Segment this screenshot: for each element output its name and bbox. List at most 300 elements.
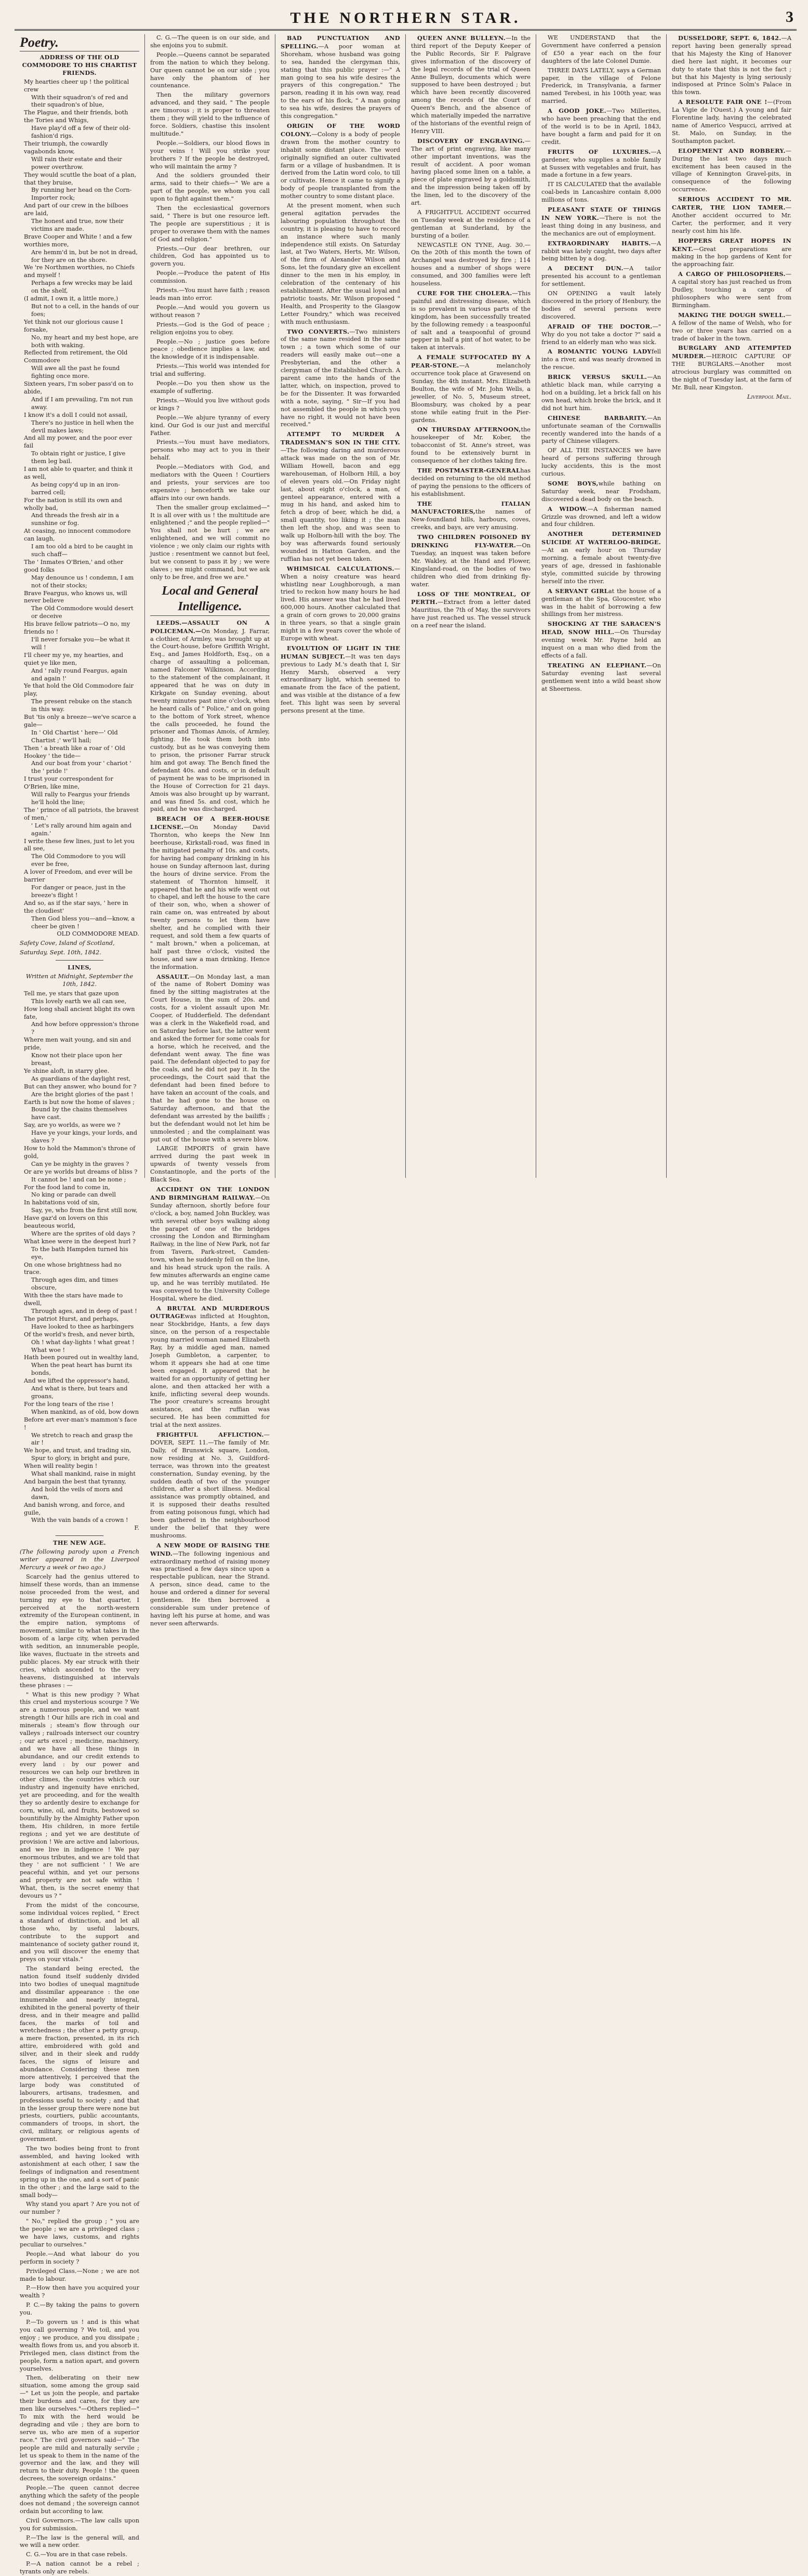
news-text: —An unfortunate seaman of the Cornwallis recently wandered into the hands of a party of Chinese villagers. <box>541 414 661 445</box>
paragraph: Scarcely had the genius uttered to himself these words, than an immense noise proceeded from the west, and turning my eye to that quarter, I perceived at the north-western extremity of the European continent, in the empire nation, symptoms of movement, similar to what takes in the bosom of a large city, when pervaded with sedition, an innumerable people, like waves, fluctuate in the streets and public places. My ear struck with their cries, which ascended to the very heavens, distinguished at intervals these phrases : — <box>20 1573 139 1689</box>
poem-line: They would scuttle the boat of a plan, that they bruise, <box>24 171 137 186</box>
poem-line: Through ages, and in deep of past ! <box>31 1308 137 1315</box>
paragraph: Priests.—Our dear brethren, our children, God has appointed us to govern you. <box>150 245 270 268</box>
poem-line: Hath been poured out in wealthy land, <box>24 1354 139 1361</box>
news-text: —A rabbit was lately caught, two days after being bitten by a dog. <box>541 240 661 262</box>
poem-line: (I admit, I own it, a little more,) <box>24 295 118 303</box>
paragraph: People.—Mediators with God, and mediators with the Queen ! Courtiers and priests, your services are too expensive ; henceforth we take our affairs into our own hands. <box>150 464 270 502</box>
poem-line: For the nation is still its own and wholly bad, <box>24 496 122 511</box>
news-text: —A report having been generally spread that his Majesty the King of Hanover died here last night, it becomes our duty to state that this is not the fact ; but that his Majesty is lying seriously indisposed at Prince Solm's Palace in this town. <box>672 35 791 96</box>
news-headline: FRUITS OF LUXURIES. <box>548 148 651 155</box>
paragraph: And the soldiers grounded their arms, said to their chiefs—" We are a part of the people, we whom you call upon to fight against them." <box>150 172 270 203</box>
poem-line: When will reality begin ! <box>24 1463 98 1470</box>
news-headline: A SERVANT GIRL <box>548 587 608 595</box>
paragraph: People.—No ; justice goes before peace ; obedience implies a law, and the knowledge of it is indispensable. <box>150 338 270 361</box>
news-headline: A RESOLUTE FAIR ONE ! <box>678 98 767 106</box>
poem-line: And if I am prevailing, I'm not run away. <box>31 396 133 411</box>
paragraph: " No," replied the group ; " you are the people ; we are a privileged class ; we have laws, customs, and rights peculiar to ourselves." <box>20 2218 139 2248</box>
paragraph: C. G.—The queen is on our side, and she enjoins you to submit. <box>150 34 270 49</box>
poem-line: Yet think not our glorious cause I forsake, <box>24 318 123 333</box>
news-list <box>281 34 400 715</box>
news-item <box>411 533 531 588</box>
poem-line: By running her head on the Corn-Importer rock; <box>31 187 132 202</box>
poem-line: No king or parade can dwell <box>31 1191 116 1199</box>
poem-line: But can they answer, who bound for ? <box>24 1083 137 1090</box>
news-text: At the present moment, when such general agitation pervades the labouring population throughout the country, it is pleasing to have to record an instance where such manly independence still exists. On Saturday last, at Two Waters, Herts, Mr. Wilson, of the firm of Alexander Wilson and Sons, let the foundary give an excellent dinner to the men in his employ, in celebration of the centenary of his establishment. After the usual loyal and patriotic toasts, Mr. Wilson proposed " Health, and Prosperity to the Glasgow Letter Foundry," which was received with much enthusiasm. <box>281 202 400 325</box>
poem-title: ADDRESS OF THE OLD COMMODORE TO HIS CHARTIST FRIENDS. <box>22 54 137 76</box>
news-item <box>411 426 531 465</box>
news-text: —An athletic black man, while carrying a hod on a building, let a brick fall on his own head, which broke the brick, and it did not hurt him. <box>541 374 661 412</box>
news-text: —Two Millerites, who have been preaching that the end of the world is to be in April, 1843, have bought a farm and paid for it on credit. <box>541 108 661 146</box>
poem-line: Ye shine aloft, in starry glee. <box>24 1067 110 1074</box>
poem-line: Have ye your kings, your lords, and slaves ? <box>31 1129 138 1145</box>
poem-line: May denounce us ! condemn, I am not of their stocks; <box>31 574 134 589</box>
news-text: —There is not the least thing doing in any business, and the mechanics are out of employment. <box>541 214 661 237</box>
poem-line: We stretch to reach and grasp the air ! <box>31 1431 133 1447</box>
news-text: —In the third report of the Deputy Keeper of the Public Records, Sir F. Palgrave gives information of the discovery of the legal records of the trial of Queen Anne Bulleyn, documents which were supposed to have been destroyed ; but which have been recently discovered among the records of the Court of Queen's Bench, and the absence of which materially impeded the narrative of the historians of the eventful reign of Henry VIII. <box>411 35 531 135</box>
paragraph: People.—Queens cannot be separated from the nation to which they belong. Our queen cannot be on our side ; you have only the phantom of her countenance. <box>150 51 270 89</box>
news-item <box>541 323 661 347</box>
news-text: —HEROIC CAPTURE OF THE BURGLARS.—Another most atrocious burglary was committed on the night of Tuesday last, at the farm of Mr. Bull, near Kingston. <box>672 353 791 391</box>
poem-line: This lovely earth we all can see, <box>31 997 127 1005</box>
news-headline: TWO CHILDREN POISONED BY DRINKING FLY-WATER. <box>411 533 531 549</box>
paragraph: Priests.—This world was intended for trial and suffering. <box>150 363 270 378</box>
news-text: —A poor woman at Shoreham, whose husband was going to sea, handed the clergyman this, stating that this public prayer :—" A man going to sea his wife desires the prayers of this congregation." The parson, reading it in his own way, read to the ears of his flock, " A man going to sea his wife, desires the prayers of this congregation." <box>281 43 400 120</box>
news-headline: ACCIDENT ON THE LONDON AND BIRMINGHAM RAILWAY. <box>150 1185 270 1201</box>
news-text: at the house of a gentleman at the Spa, Gloucester, who was in the habit of borrowing a few shillings from her mistress. <box>541 587 661 618</box>
news-headline: THE POSTMASTER-GENERAL <box>417 466 521 474</box>
poem-line: In habitations void of sin, <box>24 1199 100 1206</box>
divider <box>56 1535 103 1536</box>
poem-line: The present rebuke on the stanch in this way. <box>31 698 132 713</box>
poem-line: The ' Inmates O'Brien,' and other good folks <box>24 558 124 573</box>
news-item <box>411 209 531 240</box>
news-item <box>541 662 661 693</box>
news-item <box>541 414 661 446</box>
poem-line: Of the world's fresh, and never birth, <box>24 1331 135 1338</box>
news-text: —On Sunday afternoon, shortly before four o'clock, a boy, named John Buckley, was with several other boys walking along the parapet of one of the bridges crossing the London and Birmingham Railway, in the line of New Park, not far from Tavern, Park-street, Camden-town, when he suddenly fell on the line, and his head struck upon the rails. A few minutes afterwards an engine came up, and he was terribly mutilated. He was conveyed to the University College Hospital, where he died. <box>150 1194 270 1302</box>
poem-line: For danger or peace, just in the breeze's flight ! <box>31 884 126 899</box>
news-headline: MAKING THE DOUGH SWELL. <box>678 311 786 319</box>
paragraph: From the midst of the concourse, some individual voices replied, " Erect a standard of distinction, and let all those who, by useful labours, contribute to the support and maintenance of society gather round it, and you will discover the enemy that preys on your vitals." <box>20 1901 139 1963</box>
poem-line: When mankind, as of old, bow down <box>31 1408 139 1415</box>
poem-line: And hold the veils of morn and dawn, <box>31 1486 123 1501</box>
poem-line: And banish wrong, and force, and guile, <box>24 1501 125 1516</box>
poem-line: And part of our crew in the bilboes are laid, <box>24 202 128 217</box>
paragraph: Then the smaller group exclaimed—" It is all over with us ! the multitude are enlightened ;" and the people replied—" You shall not be hurt ; we are enlightened, and we will commit no violence ; we only claim our rights with justice : resentment we cannot but feel, but we consent to pass it by ; we were slaves ; we might command, but we ask only to be free, and free we are." <box>150 504 270 581</box>
news-headline: CHINESE BARBARITY. <box>548 414 647 422</box>
poem-line: And ' rally round Feargus, again and again !' <box>31 667 127 682</box>
news-text: —A fisherman named Grizzle was drowned, and left a widow and four children. <box>541 505 661 528</box>
news-headline: DUSSELDORF, SEPT. 6, 1842. <box>678 34 781 42</box>
poem-line: No, my heart and my best hope, are both with waking. <box>31 334 139 349</box>
news-text: —It was ten days previous to Lady M.'s death that I, Sir Henry Marsh, observed a very extraordinary light, which seemed to emanate from the face of the patient, and was visible at the distance of a few feet. This light was seen by several persons present at the time. <box>281 653 400 715</box>
poem-line: With the vain bands of a crown ! <box>31 1517 128 1524</box>
news-headline: A WIDOW. <box>548 505 588 512</box>
page-number: 3 <box>786 8 793 25</box>
news-item <box>411 590 531 630</box>
paragraph: " What is this new prodigy ? What this cruel and mysterious scourge ? We are a numerous people, and we want strength ! Our hills are rich in coal and minerals ; steam's flow through our valleys ; railroads intersect our country ; our arts excel ; medicine, machinery, and we have all these things in abundance, and our credit extends to every land : by our power and resources we can help our brethren in other climes, the countries which our industry and ingenuity have enriched, yet are proceeding, and for the wealth they so ardently desire to exchange for corn, wine, oil, and fruits, bestowed so bountifully by the Almighty Father upon them, His children, in more fertile regions ; and yet we are destitute of provision ! We are active and laborious, and we live in indigence ! We pay enormous tributes, and we are told that they ' are not sufficient ' ! We are peaceful within, and yet our persons and property are not safe within ! What, then, is the secret enemy that devours us ? " <box>20 1691 139 1900</box>
news-text: —On Monday David Thornton, who keeps the New Inn beerhouse, Kirkstall-road, was fined in the mitigated penalty of 10s. and costs, for having had company drinking in his house on Sunday afternoon last, during the hours of divine service. From the statement of Thornton himself, it appeared that he and his wife went out to chapel, and left the house to the care of their son, who, when a shower of rain came on, was entreated by about twenty persons to let them have shelter, and he complied with their request, and sold them a few quarts of " malt brown," when a policeman, at half past three o'clock, visited the house, and saw a man drinking. Hence the information. <box>150 824 270 970</box>
news-item <box>672 270 791 310</box>
news-headline: BURGLARY AND ATTEMPTED MURDER. <box>672 344 791 360</box>
column-4 <box>406 34 536 1178</box>
paragraph: Then, deliberating on their new situation, some among the group said—" Let us join the people, and partake their burdens and cares, for they are men like ourselves."—Others replied—" To mix with the herd would be degrading and vile ; they are born to serve us, who are men of a superior race." The civil governors said—" The people are mild and naturally servile ; let us speak to them in the name of the governor and the law, and they will return to their duty. People ! the queen decrees, the sovereign ordains." <box>20 2374 139 2482</box>
poem-line: Brave Cooper and White ! and a few worthies more, <box>24 233 133 248</box>
poem-line: His brave fellow patriots—O no, my friends no ! <box>24 621 130 636</box>
news-text: On Monday, J. Farrar, a clothier, of Armley, was brought up at the Court-house, before Griffith Wright, Esq., and James Holdforth, Esq., on a charge of assaulting a policeman, named Falconer Wilkinson. According to the statement of the complainant, it appeared that he was on duty in Kirkgate on Sunday evening, about twenty minutes past nine o'clock, when he heard calls of " Police," and on going to the bottom of York street, whence the calls proceeded, he found the prisoner and Thomas Amois, of Armley, fighting. He took them both into custody, but as he was conveying them to prison, the prisoner Farrar struck him and got away. The Bench fined the defendant 40s. and costs, or in default of payment he was to be imprisoned in the House of Correction for 21 days. Amois was also brought up by warrant, and was fined 5s. and cost, which he paid, and he was discharged. <box>150 627 270 813</box>
news-item <box>150 1431 270 1540</box>
poem-line: I trust your correspondent for O'Brien, like mine, <box>24 776 114 791</box>
news-text: —Another accident occurred to Mr. Carter, the performer, and it very nearly cost him his life. <box>672 204 791 234</box>
poem-line: There's no justice in hell when the devil makes laws; <box>31 419 134 434</box>
news-headline: EVOLUTION OF LIGHT IN THE HUMAN SUBJECT. <box>281 644 400 660</box>
poem-signature: OLD COMMODORE MEAD. <box>57 930 139 938</box>
paragraph: People.—And what labour do you perform in society ? <box>20 2250 139 2265</box>
news-text: —A tailor presented his account to a gentleman for settlement. <box>541 265 661 288</box>
poem-line: For the long tears of the rise ! <box>24 1400 114 1408</box>
poem-line: I'll cheer my ye, my hearties, and quiet ye like men, <box>24 651 124 666</box>
news-headline: HOPPERS GREAT HOPES IN KENT. <box>672 236 791 253</box>
news-headline: EXTRAORDINARY HABITS. <box>548 239 651 247</box>
news-item <box>150 973 270 1144</box>
news-text: has decided on returning to the old method of paying the pensions to the officers of his establishment. <box>411 467 531 497</box>
news-item <box>541 373 661 413</box>
poem-line: I'll never forsake you—be what it will ! <box>31 636 130 651</box>
paragraph: Priests.—You must have faith ; reason leads man into error. <box>150 287 270 301</box>
poem-line: I write these few lines, just to let you all see, <box>24 837 135 852</box>
poem-date: Saturday, Sept. 10th, 1842. <box>20 949 101 956</box>
news-item <box>541 447 661 478</box>
poem-line: And we lifted the oppressor's hand, <box>24 1377 130 1385</box>
article-body-continued <box>150 34 270 582</box>
paragraph: The two bodies being front to front assembled, and having looked with astonishment at each other, I saw the feelings of indignation and resentment spring up in the one, and a sort of panic in the other ; and the large said to the small body— <box>20 2145 139 2199</box>
news-headline: A FEMALE SUFFOCATED BY A PEAR-STONE. <box>411 353 531 370</box>
poem-line: And our boat from your ' chariot ' the ' pride !' <box>31 760 131 775</box>
news-headline: A ROMANTIC YOUNG LADY <box>548 348 652 356</box>
news-item <box>411 353 531 424</box>
poem-line: Spur to glory, in bright and pure, <box>31 1455 130 1462</box>
poem-line: Then ' a breath like a roar of ' Old Hookey ' the tide— <box>24 744 125 759</box>
news-item <box>672 195 791 235</box>
poem-line: Can ye be mighty in the graves ? <box>31 1160 129 1167</box>
news-text: —Colony is a body of people drawn from the mother country to inhabit some distant place. The word originally signified an outer cultivated farm or a village of husbandmen. It is derived from the Latin word colo, to till or cultivate. Hence it came to signify a body of people transplanted from the mother country to some distant place. <box>281 130 400 200</box>
poem-title: LINES, <box>68 964 91 971</box>
news-item <box>672 34 791 97</box>
news-text: was inflicted at Houghton, near Stockbridge, Hants, a few days since, on the person of a respectable young married woman named Elizabeth Ray, by a middle aged man, named Joseph Gumbleton, a carpenter, to whom it appears she had at one time been engaged. It appeared that he waited for an opportunity of getting her alone, and then attacked her with a knife, inflicting several deep wounds. The poor creature's screams brought assistance, and the ruffian was secured. He has been committed for trial at the next assizes. <box>150 1313 270 1429</box>
news-headline: ELOPEMENT AND ROBBERY. <box>678 147 786 154</box>
poem-line: To the bath Hampden turned his eye, <box>31 1245 128 1260</box>
paragraph: P.—The law is the general will, and we will a new order. <box>20 2534 139 2549</box>
news-text: —The following daring and murderous attack was made on the son of Mr. William Howell, bacon and egg warehouseman, of Holborn Hill, a boy of eleven years old.—On Friday night last, about eight o'clock, a man, of genteel appearance, entered with a mug in his hand, and asked him to fetch a drop of beer, which he did, a small quantity, too liking it ; the man then left the shop, and was seen to walk up Holborn-hill with the boy. The boy was afterwards found seriously wounded in Hatton Garden, and the ruffian has not yet been taken. <box>281 447 400 562</box>
news-text: —DOVER, SEPT. 11.—The family of Mr. Dally, of Brunswick square, London, now residing at No. 3, Guildford-terrace, was thrown into the greatest consternation, Sunday evening, by the sudden death of two of the younger children, after a short illness. Medical assistance was promptly obtained, and it is supposed their deaths resulted from eating poisonous fungi, which had been gathered in the neighbourhood under the belief that they were mushrooms. <box>150 1431 270 1539</box>
poem-line: On one whose brightness had no trace. <box>24 1261 122 1276</box>
news-text: THREE DAYS LATELY, says a German paper, in the village of Felone Frederick, in Transylvania, a farmer named Terebesi, in his 100th year, was married. <box>541 67 661 105</box>
paragraph: P.—To govern us ! and is this what you call governing ? We toil, and you enjoy ; we produce, and you dissipate ; wealth flows from us, and you absorb it. Privileged men, class distinct from the people, form a nation apart, and govern yourselves. <box>20 2319 139 2372</box>
news-headline: A DECENT DUN. <box>548 265 624 272</box>
poem-line: And how before oppression's throne ? <box>31 1021 139 1036</box>
paragraph: Priests.—God is the God of peace ; religion enjoins you to obey. <box>150 321 270 336</box>
news-text: —Great preparations are making in the hop gardens of Kent for the approaching fair. <box>672 245 791 268</box>
poem-line: Where men wait young, and sin and pride, <box>24 1036 131 1052</box>
news-headline: AFRAID OF THE DOCTOR. <box>548 322 653 330</box>
paragraph: Priests.—You must have mediators, persons who may act to you in their behalf. <box>150 439 270 462</box>
news-item <box>411 34 531 136</box>
poem-line: For the food land to come in, <box>24 1184 110 1191</box>
poem-line: Through ages dim, and times obscure, <box>31 1277 118 1292</box>
poem-line: Bound by the chains themselves have cast. <box>31 1106 127 1121</box>
poem-line: Earth is but now the home of slaves ; <box>24 1098 135 1106</box>
news-item <box>672 311 791 343</box>
news-item <box>541 34 661 65</box>
poem-line: We hope, and trust, and trading sin, <box>24 1447 131 1454</box>
paragraph: P.—How then have you acquired your wealth ? <box>20 2284 139 2299</box>
paragraph: Civil Governors.—The law calls upon you for submission. <box>20 2517 139 2532</box>
news-text: —The art of print engraving, like many other important inventions, was the result of accident. A poor woman having placed some linen on a table, a piece of plate engraved by a goldsmith, and the impression being taken off by the linen, led to the discovery of the art. <box>411 137 531 207</box>
news-headline: A CARGO OF PHILOSOPHERS. <box>678 270 786 278</box>
column-2 <box>145 34 275 1627</box>
news-item <box>411 467 531 498</box>
poem-line: As guardians of the daylight rest, <box>31 1075 131 1082</box>
news-item <box>411 290 531 352</box>
poem-line: The patriot Hurst, and perhaps, <box>24 1315 119 1322</box>
news-text: ON OPENING a vault lately discovered in the priory of Henbury, the bodies of several persons were discovered. <box>541 290 661 320</box>
news-item <box>150 1145 270 1184</box>
paragraph: The standard being erected, the nation found itself suddenly divided into two bodies of unequal magnitude and dissimilar appearance : the one innumerable and nearly integral, exhibited in the general poverty of their dress, and in their meagre and pallid faces, the marks of toil and wretchedness ; the other a petty group, a mere fraction, presented, in its rich attire, embroidered with gold and silver, and in their sleek and ruddy faces, the signs of leisure and abundance. Considering these men more attentively, I perceived that the large body was constituted of labourers, artisans, tradesmen, and professions useful to society ; and that in the lesser group there were none but priests, courtiers, public accountants, commanders of troops, in short, the civil, military, or religious agents of government. <box>20 1965 139 2143</box>
news-headline: TREATING AN ELEPHANT. <box>548 661 647 669</box>
news-headline: A GOOD JOKE. <box>548 107 606 115</box>
news-item <box>541 348 661 372</box>
poem-line: Say, are yo worlds, as were we ? <box>24 1122 121 1129</box>
poem-line: With thee the stars have made to dwell, <box>24 1292 123 1307</box>
news-headline: ASSAULT. <box>156 972 190 980</box>
poem-line: And bargain the best that tyranny, <box>24 1478 126 1485</box>
poem-line: The ' prince of all patriots, the bravest of men,' <box>24 806 139 821</box>
poem-line: Then God bless you—and—know, a cheer be given ! <box>31 915 135 930</box>
news-headline: BAD PUNCTUATION AND SPELLING. <box>281 34 400 50</box>
news-list <box>411 34 531 630</box>
poem-line: The Old Commodore to you will ever be free, <box>31 853 126 868</box>
poem-line: And what is there, but tears and groans, <box>31 1385 128 1400</box>
article-lede: (The following parody upon a French writer appeared in the Liverpool Mercury a week or two ago.) <box>20 1548 139 1571</box>
poem-line: To obtain right or justice, I give them leg bail. <box>31 450 126 465</box>
poem-line: Their triumph, the cowardly vagabonds know, <box>24 140 108 155</box>
news-item <box>281 122 400 201</box>
poem-line: Have gaz'd on lovers on this beauteous world, <box>24 1215 108 1230</box>
poem-place: Safety Cove, Island of Scotland, <box>20 940 115 947</box>
poem-line: Before art ever-man's mammon's face ! <box>24 1416 137 1431</box>
news-text: —On Monday last, a man of the name of Robert Dominy was fined by the sitting magistrates at the Court House, in the sum of 20s. and costs, for a violent assault upon Mr. Cooper, of Hudderfield. The defendant was a clerk in the Wakefield road, and on Saturday before last, the latter went and asked the former for some coals for a horse, which he received, and the defendant went away. The fine was paid. The defendant objected to pay for the coals, and he did not pay it. In the proceedings, the Court said that the defendant had been fined before to have taken an account of the coals, and that he had gone to the house on Saturday afternoon, and that the defendant was arrested by the bailiffs ; but the defendant would not let him be unmolested ; and the complainant was put out of the house with a severe blow. <box>150 973 270 1143</box>
news-item <box>672 98 791 145</box>
paragraph: Why stand you apart ? Are you not of our number ? <box>20 2201 139 2216</box>
poem-line: We 're Northmen worthies, no Chiefs and myself ! <box>24 264 135 279</box>
news-item <box>541 67 661 106</box>
poem-line: Are the bright glories of the past ! <box>31 1090 134 1098</box>
poem-body <box>24 78 139 931</box>
news-text: —At an early hour on Thursday morning, a female about twenty-five years of age, dressed in fashionable style, committed suicide by throwing herself into the river. <box>541 547 661 585</box>
article-body <box>20 1573 139 2576</box>
news-item <box>672 237 791 269</box>
news-item <box>541 107 661 147</box>
paragraph: P.—A nation cannot be a rebel ; tyrants only are rebels. <box>20 2560 139 2575</box>
poem-line: Will rain their estate and their power overthrow. <box>31 155 122 170</box>
news-item <box>411 137 531 207</box>
news-headline: TWO CONVERTS. <box>287 327 350 335</box>
news-headline: SERIOUS ACCIDENT TO MR. CARTER, THE LION TAMER. <box>672 195 791 212</box>
poem-line: Ye that hold the Old Commodore fair play, <box>24 682 134 698</box>
poem-subtitle: Written at Midnight, September the 10th, 1842. <box>25 973 134 988</box>
paragraph: P. C.—By taking the pains to govern you. <box>20 2302 139 2317</box>
poem-line: I know it's a doll I could not assail, <box>24 411 128 418</box>
news-item <box>411 500 531 532</box>
news-headline: ORIGIN OF THE WORD COLONY. <box>281 122 400 138</box>
poem-line: Sixteen years, I'm sober pass'd on to abide, <box>24 380 134 395</box>
poem-line: As being copy'd up in an iron-barred cell; <box>31 481 120 496</box>
newspaper-title: THE NORTHERN STAR. <box>290 9 521 27</box>
news-item <box>541 530 661 585</box>
poem-line: My hearties cheer up ! the political crew <box>24 78 129 93</box>
masthead <box>15 5 797 31</box>
news-headline: QUEEN ANNE BULLEYN. <box>417 34 506 42</box>
poem-line: In ' Old Chartist ' here—' Old Chartist ;' we'll hail; <box>31 729 118 744</box>
column-6 <box>667 34 797 1178</box>
news-headline: THE ITALIAN MANUFACTORIES, <box>411 500 531 516</box>
poem-line: And so, as if the star says, ' here in the cloudiest' <box>24 899 128 914</box>
news-text: IT IS CALCULATED that the available coal-beds in Lancashire contain 8,000 millions of tons. <box>541 181 661 204</box>
poem-line: Are hemm'd in, but be not in dread, for they are on the shore. <box>31 248 138 264</box>
poetry-section-heading: Poetry. <box>20 34 139 51</box>
news-text: —(From La Vigie de l'Ouest.) A young and fair Florentine lady, having the celebrated name of Americo Vespucci, arrived at St. Malo, on Sunday, in the Southampton packet. <box>672 99 791 144</box>
poem-line: A lover of Freedom, and ever will be barrier <box>24 869 133 884</box>
news-item <box>281 328 400 429</box>
news-item <box>672 147 791 194</box>
poem-line: Have looked to thee as harbingers <box>31 1323 134 1330</box>
poem-line: I am too old a bird to be caught in such chaff— <box>31 543 133 558</box>
news-text: —Two ministers of the same name resided in the same town ; a town which some of our readers will easily make out—one a Presbyterian, and the other a clergyman of the Established Church. A parent came into the hands of the latter, which, on inspection, proved to be for the Dissenter. It was forwarded with a note, saying, " Sir—If you had not assembled the people in which you have no right, it would not have been received." <box>281 328 400 428</box>
news-text: —A melancholy occurrence took place at Gravesend on Sunday, the 4th instant. Mrs. Elizabeth Boulton, the wife of Mr. John Wells, a jeweller, of No. 5, Museum street, Bloomsbury, was choked by a pear stone while eating fruit in the Pier-gardens. <box>411 362 531 424</box>
news-text: —When a noisy creature was heard whistling near Loughborough, a man tried to reckon how many hours he had lived. His answer was that he had lived 600,000 hours. Another calculated that a grain of corn grows to 20,000 grains in three years, so that a single grain might in a few years cover the whole of Europe with wheat. <box>281 565 400 642</box>
news-item <box>541 587 661 619</box>
columns <box>15 34 797 2575</box>
news-item <box>281 34 400 121</box>
news-item <box>281 430 400 563</box>
source-credit: Liverpool Mail. <box>747 393 791 400</box>
poem-line: How long shall ancient blight its own fate, <box>24 1005 135 1020</box>
news-headline: WHIMSICAL CALCULATIONS. <box>287 564 394 572</box>
news-headline: LOSS OF THE MONTREAL, OF PERTH. <box>411 590 531 606</box>
divider <box>56 960 103 961</box>
news-text: LARGE IMPORTS of grain have arrived during the past week in upwards of twenty vessels from Constantinople, and the ports of the Black Sea. <box>150 1145 270 1184</box>
poem-line: But 'tis only a breeze—we've scarce a gale— <box>24 714 136 728</box>
paragraph: People.—Do you then show us the example of suffering. <box>150 380 270 395</box>
poem-line: Say, ye, who from the first still now, <box>31 1207 138 1214</box>
paragraph: People.—And would you govern us without reason ? <box>150 304 270 319</box>
news-text: the names of New-foundland hills, harbours, coves, creeks, and bays, are very amusing. <box>411 508 531 531</box>
poem-line: And all my power, and the poor ever fail <box>24 435 133 450</box>
news-item <box>150 1305 270 1430</box>
news-item <box>541 620 661 660</box>
news-text: the housekeeper of Mr. Kober, the tobacconist of St. Anne's street, was found to be extensively burnt in consequence of her clothes taking fire. <box>411 426 531 465</box>
news-list <box>672 34 791 392</box>
paragraph: Then the military governors advanced, and they said, " The people are timorous ; it is proper to threaten them ; they will yield to the influence of force. Soldiers, chastise this insolent multitude." <box>150 91 270 137</box>
poem-body <box>24 990 139 1525</box>
news-text: A FRIGHTFUL ACCIDENT occurred on Tuesday week at the residence of a gentleman at Sunderland, by the bursting of a boiler. <box>411 208 531 239</box>
news-headline: ON THURSDAY AFTERNOON, <box>417 426 521 433</box>
news-headline: SHOCKING AT THE SARACEN'S HEAD, SNOW HILL. <box>541 620 661 636</box>
poem-line: Will rally to Feargus your friends he'll hold the line; <box>31 791 130 806</box>
news-text: WE UNDERSTAND that the Government have conferred a pension of £50 a year each on the four daughters of the late Colonel Dumie. <box>541 34 661 64</box>
news-item <box>411 242 531 288</box>
poem-line: With their squadron's of red and their squadron's of blue, <box>31 94 128 109</box>
news-list <box>541 34 661 693</box>
poem-line: I am not able to quarter, and think it as well, <box>24 466 133 480</box>
news-item <box>150 1542 270 1628</box>
news-item <box>541 480 661 504</box>
news-headline: CURE FOR THE CHOLERA. <box>417 290 512 297</box>
news-item <box>150 815 270 971</box>
poem-line: At ceasing, no innocent commodore can laugh, <box>24 528 131 543</box>
poem-line: Brave Feargus, who knows us, will never believe <box>24 589 127 604</box>
poem-line: How to hold the Mammon's throne of gold, <box>24 1145 136 1160</box>
news-item <box>281 202 400 326</box>
news-item <box>672 344 791 391</box>
news-item <box>541 148 661 180</box>
poem-line: When the peat heart has burnt its bonds, <box>31 1362 133 1377</box>
news-item <box>281 565 400 643</box>
news-text: fell into a river, and was nearly drowned in the rescue. <box>541 348 661 371</box>
news-headline: BREACH OF A BEER-HOUSE LICENSE. <box>150 815 270 831</box>
news-headline: PLEASANT STATE OF THINGS IN NEW YORK. <box>541 206 661 221</box>
news-item <box>541 290 661 321</box>
news-text: —On Saturday evening last several gentlemen went into a wild beast show at Sheerness. <box>541 662 661 692</box>
news-list <box>150 619 270 1628</box>
poem-line: ' Let's rally around him again and again.' <box>31 822 132 837</box>
news-text: —A fellow of the name of Welsh, who for two or three years has carried on a trade of baker in the town. <box>672 311 791 342</box>
news-text: while bathing on Saturday week, near Frodsham, discovered a dead body on the beach. <box>541 480 661 503</box>
paragraph: People.—We abjure tyranny of every kind. Our God is our just and merciful Father. <box>150 414 270 437</box>
poem-line: It cannot be ! and can be none ; <box>31 1176 126 1183</box>
news-text: OF ALL THE INSTANCES we have heard of persons suffering through lucky accidents, this is the most curious. <box>541 447 661 478</box>
news-dateline: LEEDS. <box>156 619 182 626</box>
section-heading: Local and General Intelligence. <box>150 583 270 616</box>
poem-line: Reflected from retirement, the Old Commodore <box>24 349 128 364</box>
news-text: —During the last two days much excitement has been caused in the village of Kennington Gravel-pits, in consequence of the following occurrence. <box>672 147 791 193</box>
paragraph: Then the ecclesiastical governors said, " There is but one resource left. The people are superstitious ; it is proper to overawe them with the names of God and religion." <box>150 205 270 243</box>
poem-line: Perhaps a few wrecks may be laid on the shelf, <box>31 280 133 295</box>
news-headline: BRICK VERSUS SKULL. <box>548 373 647 381</box>
paragraph: People.—Produce the patent of His commission. <box>150 270 270 285</box>
paragraph: Privileged Class.—None ; we are not made to labour. <box>20 2267 139 2282</box>
news-headline: ANOTHER DETERMINED SUICIDE AT WATERLOO-BRIDGE. <box>541 530 661 546</box>
poem-line: The honest and true, now their victims are made. <box>31 218 124 232</box>
news-text: —The following ingenious and extraordinary method of raising money was practised a few days since upon a respectable publican, near the Strand. A person, since dead, came to the house and ordered a dinner for several gentlemen. He then borrowed a considerable sum under pretence of having left his purse at home, and was never seen afterwards. <box>150 1550 270 1627</box>
poem-line: The Old Commodore would desert or deceive <box>31 605 134 620</box>
news-headline: —ASSAULT ON A POLICEMAN.— <box>150 619 270 635</box>
news-item <box>281 645 400 715</box>
news-item <box>150 1186 270 1303</box>
paragraph: Priests.—Would you live without gods or kings ? <box>150 397 270 412</box>
poem-line: Or are ye worlds but dreams of bliss ? <box>24 1168 138 1175</box>
news-headline: A NEW MODE OF RAISING THE WIND. <box>150 1541 270 1557</box>
news-text: —" Why do you not take a doctor ?" said a friend to an elderly man who was sick. <box>541 323 661 346</box>
news-item <box>541 240 661 264</box>
news-text: —This painful and distressing disease, which is so prevalent in various parts of the kingdom, has been successfully treated by the following remedy : a teaspoonful of salt and a teaspoonful of ground pepper in half a pint of hot water, to be taken at intervals. <box>411 290 531 351</box>
news-headline: ATTEMPT TO MURDER A TRADESMAN'S SON IN THE CITY. <box>281 430 400 446</box>
column-3 <box>275 34 406 1178</box>
poem-line: What knee were in the deepest hurl ? <box>24 1238 136 1245</box>
news-text: —Extract from a letter dated Mauritius, the 7th of May, the survivors have just reached us. The vessel struck on a reef near the island. <box>411 599 531 629</box>
poem-line: What shall mankind, raise in might <box>31 1470 136 1478</box>
